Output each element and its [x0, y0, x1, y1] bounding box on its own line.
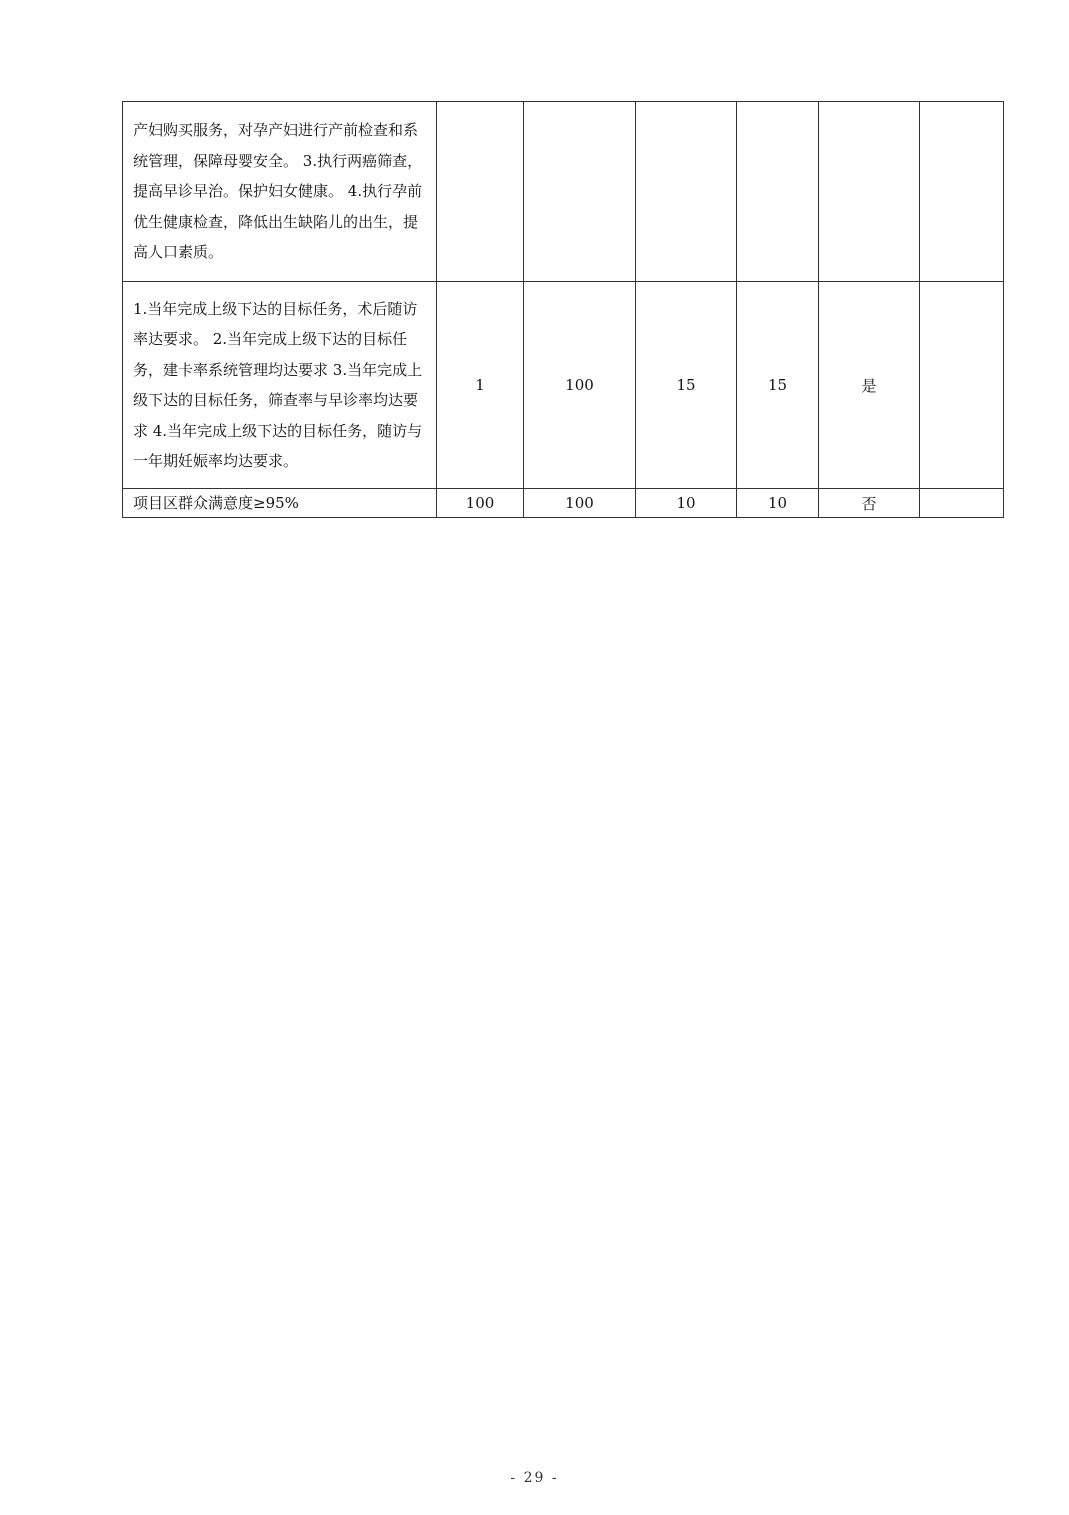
page-number: - 29 - [510, 1470, 559, 1486]
score-cell: 15 [737, 282, 819, 489]
actual-value-cell: 100 [524, 282, 636, 489]
weight-cell: 15 [636, 282, 737, 489]
indicator-description: 项目区群众满意度≥95% [123, 489, 437, 518]
remark-cell [920, 102, 1004, 282]
score-cell [737, 102, 819, 282]
deviation-cell: 是 [819, 282, 920, 489]
table-row [123, 489, 1004, 518]
remark-cell [920, 282, 1004, 489]
deviation-cell [819, 102, 920, 282]
indicator-description: 产妇购买服务，对孕产妇进行产前检查和系统管理，保障母婴安全。 3.执行两癌筛查，提高早诊早治。保护妇女健康。 4.执行孕前优生健康检查，降低出生缺陷儿的出生，提高人口素质。 [123, 102, 437, 282]
remark-cell [920, 489, 1004, 518]
annual-target-cell [437, 102, 524, 282]
actual-value-cell: 100 [524, 489, 636, 518]
annual-target-cell: 100 [437, 489, 524, 518]
actual-value-cell [524, 102, 636, 282]
deviation-cell: 否 [819, 489, 920, 518]
weight-cell: 10 [636, 489, 737, 518]
weight-cell [636, 102, 737, 282]
score-cell: 10 [737, 489, 819, 518]
performance-table [122, 101, 1004, 518]
table-row [123, 102, 1004, 282]
table-row [123, 282, 1004, 489]
indicator-description: 1.当年完成上级下达的目标任务，术后随访率达要求。 2.当年完成上级下达的目标任务，建卡率系统管理均达要求 3.当年完成上级下达的目标任务，筛查率与早诊率均达要求 4.当年完成上级下达的目标任务，随访与一年期妊娠率均达要求。 [123, 282, 437, 489]
annual-target-cell: 1 [437, 282, 524, 489]
